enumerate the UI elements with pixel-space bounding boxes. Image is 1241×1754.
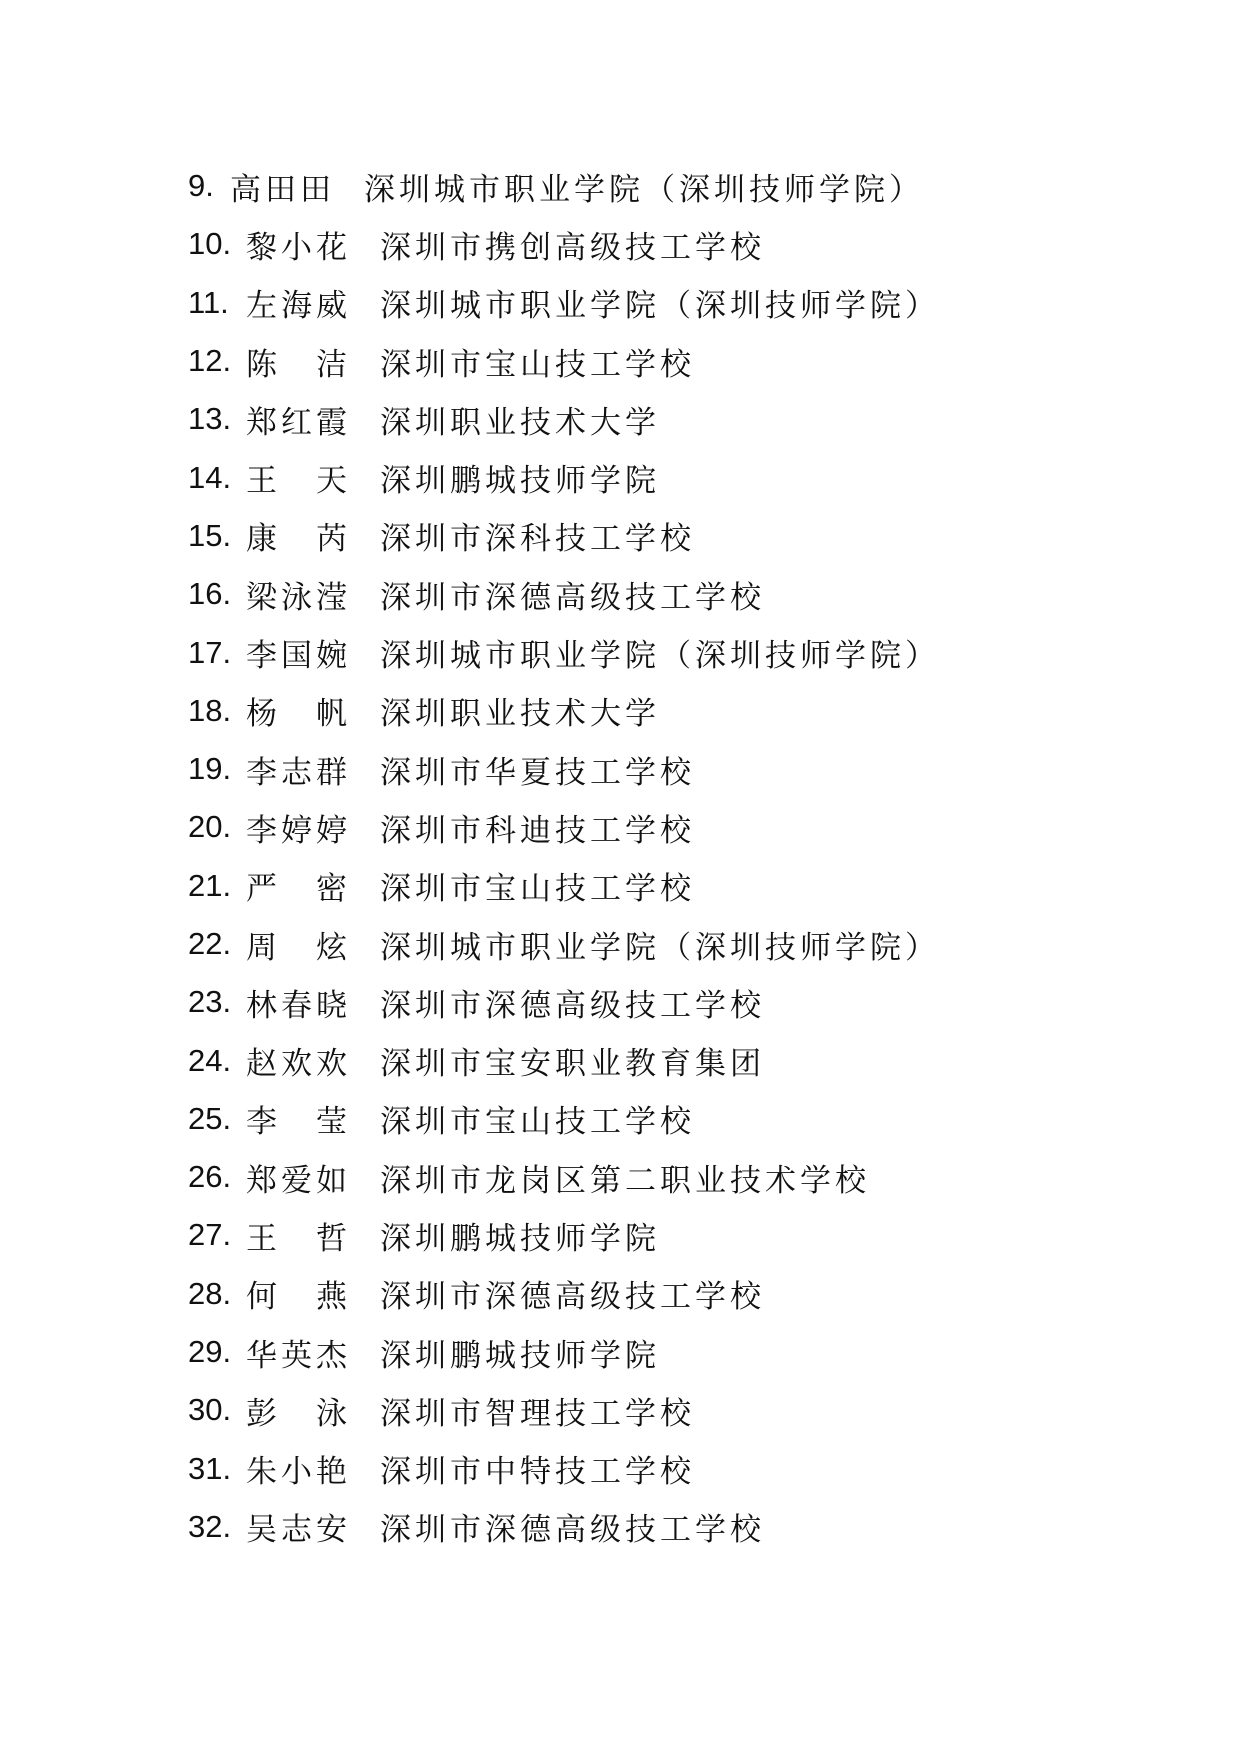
list-item [188, 332, 940, 390]
item-number: 27. [188, 1217, 232, 1253]
person-name: 郑红霞 [246, 404, 351, 441]
person-name: 梁泳滢 [246, 579, 351, 616]
person-name: 杨 帆 [246, 696, 351, 733]
person-name: 彭 泳 [246, 1395, 351, 1432]
list-item [188, 623, 940, 681]
item-number: 21. [188, 867, 232, 903]
list-item [188, 1323, 940, 1381]
person-name: 华英杰 [246, 1337, 351, 1374]
list-item [188, 157, 940, 215]
item-number: 16. [188, 576, 232, 612]
list-item [188, 1148, 940, 1206]
item-number: 12. [188, 343, 232, 379]
list-item [188, 1031, 940, 1089]
item-number: 28. [188, 1275, 232, 1311]
school-name: 深圳城市职业学院（深圳技师学院） [380, 929, 940, 966]
school-name: 深圳市华夏技工学校 [380, 754, 695, 791]
person-name: 赵欢欢 [246, 1046, 351, 1083]
list-item [188, 1440, 940, 1498]
school-name: 深圳职业技术大学 [380, 696, 660, 733]
item-number: 17. [188, 634, 232, 670]
list-item [188, 274, 940, 332]
item-number: 22. [188, 926, 232, 961]
item-number: 30. [188, 1392, 232, 1428]
school-name: 深圳市龙岗区第二职业技术学校 [380, 1162, 870, 1199]
list-item [188, 1381, 940, 1439]
school-name: 深圳市智理技工学校 [380, 1395, 695, 1432]
item-number: 25. [188, 1100, 232, 1136]
school-name: 深圳市宝山技工学校 [380, 346, 695, 383]
person-name: 黎小花 [246, 229, 351, 266]
item-number: 26. [188, 1159, 232, 1195]
list-item [188, 915, 940, 973]
item-number: 9. [188, 168, 214, 204]
list-item [188, 448, 940, 506]
person-name: 陈 洁 [246, 346, 351, 383]
school-name: 深圳职业技术大学 [380, 404, 660, 441]
item-number: 15. [188, 517, 232, 553]
list-item [188, 1265, 940, 1323]
school-name: 深圳城市职业学院（深圳技师学院） [380, 288, 940, 325]
person-name: 康 芮 [246, 521, 351, 558]
person-name: 林春晓 [246, 987, 351, 1024]
school-name: 深圳市深德高级技工学校 [380, 987, 765, 1024]
item-number: 18. [188, 692, 232, 728]
item-number: 24. [188, 1042, 232, 1078]
school-name: 深圳市中特技工学校 [380, 1454, 695, 1491]
person-name: 周 炫 [246, 929, 351, 966]
item-number: 11. [188, 284, 229, 320]
list-item [188, 798, 940, 856]
person-name: 李婷婷 [246, 812, 351, 849]
list-item [188, 682, 940, 740]
item-number: 19. [188, 751, 232, 787]
item-number: 20. [188, 809, 232, 845]
school-name: 深圳市深德高级技工学校 [380, 579, 765, 616]
person-name: 郑爱如 [246, 1162, 351, 1199]
school-name: 深圳市宝山技工学校 [380, 871, 695, 908]
person-name: 李志群 [246, 754, 351, 791]
list-item [188, 973, 940, 1031]
list-item [188, 390, 940, 448]
person-name: 高田田 [230, 171, 335, 208]
item-number: 32. [188, 1508, 232, 1544]
person-name: 朱小艳 [246, 1454, 351, 1491]
school-name: 深圳市深德高级技工学校 [380, 1279, 765, 1316]
person-name: 王 哲 [246, 1220, 351, 1257]
list-item [188, 1090, 940, 1148]
item-number: 31. [188, 1450, 232, 1486]
school-name: 深圳鹏城技师学院 [380, 1220, 660, 1257]
item-number: 10. [188, 226, 232, 262]
list-item [188, 1206, 940, 1264]
person-name: 李 莹 [246, 1104, 351, 1141]
item-number: 29. [188, 1334, 232, 1370]
person-name: 吴志安 [246, 1512, 351, 1549]
item-number: 14. [188, 459, 232, 495]
person-name: 严 密 [246, 871, 351, 908]
school-name: 深圳市携创高级技工学校 [380, 229, 765, 266]
school-name: 深圳鹏城技师学院 [380, 463, 660, 500]
person-name: 李国婉 [246, 638, 351, 675]
school-name: 深圳鹏城技师学院 [380, 1337, 660, 1374]
name-list [188, 157, 940, 1556]
item-number: 13. [188, 401, 232, 437]
school-name: 深圳市深德高级技工学校 [380, 1512, 765, 1549]
school-name: 深圳城市职业学院（深圳技师学院） [364, 171, 924, 208]
item-number: 23. [188, 984, 232, 1020]
school-name: 深圳城市职业学院（深圳技师学院） [380, 638, 940, 675]
list-item [188, 215, 940, 273]
school-name: 深圳市宝山技工学校 [380, 1104, 695, 1141]
person-name: 左海威 [246, 288, 351, 325]
person-name: 何 燕 [246, 1279, 351, 1316]
list-item [188, 565, 940, 623]
school-name: 深圳市宝安职业教育集团 [380, 1046, 765, 1083]
list-item [188, 507, 940, 565]
school-name: 深圳市科迪技工学校 [380, 812, 695, 849]
school-name: 深圳市深科技工学校 [380, 521, 695, 558]
list-item [188, 1498, 940, 1556]
list-item [188, 857, 940, 915]
list-item [188, 740, 940, 798]
person-name: 王 天 [246, 463, 351, 500]
